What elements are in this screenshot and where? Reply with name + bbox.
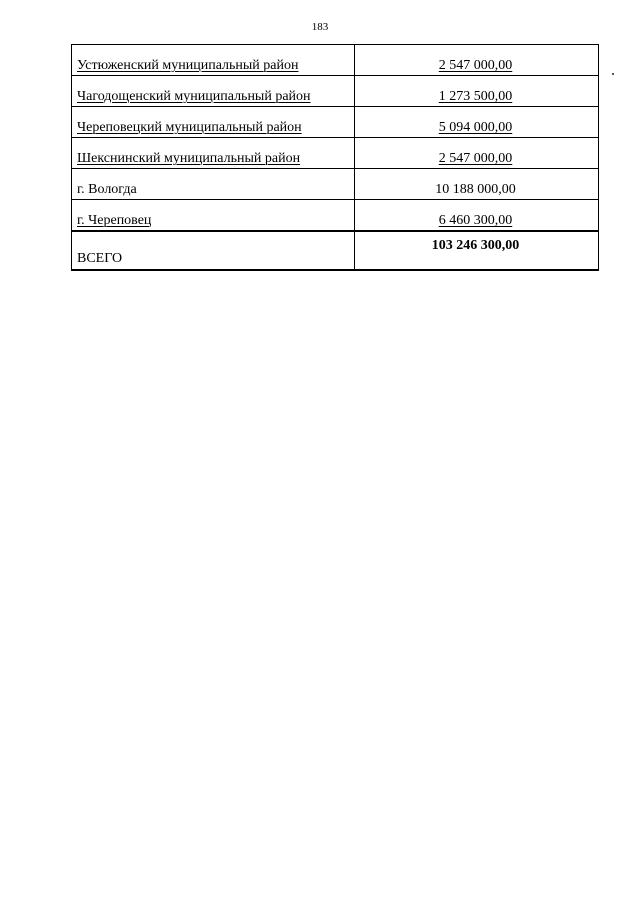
row-value-cell	[355, 76, 599, 107]
scan-mark	[612, 73, 614, 75]
row-value: 2 547 000,00	[438, 58, 513, 73]
row-name: г. Вологда	[77, 182, 137, 197]
row-name: Чагодощенский муниципальный район	[77, 89, 311, 104]
row-name: г. Череповец	[77, 213, 152, 228]
row-name-cell	[72, 138, 355, 169]
row-value-cell	[355, 138, 599, 169]
row-name-cell	[72, 200, 355, 232]
allocation-table	[71, 44, 599, 271]
total-name-cell	[72, 231, 355, 270]
row-value-cell	[355, 169, 599, 200]
page-number: 183	[311, 21, 329, 33]
row-value: 1 273 500,00	[438, 89, 513, 104]
row-value: 10 188 000,00	[435, 182, 516, 197]
total-value-cell	[355, 231, 599, 270]
table-row	[72, 138, 599, 169]
row-value-cell	[355, 107, 599, 138]
table-row	[72, 45, 599, 76]
table-row	[72, 107, 599, 138]
row-value-cell	[355, 45, 599, 76]
row-name: Устюженский муниципальный район	[77, 58, 299, 73]
row-name-cell	[72, 107, 355, 138]
total-row	[72, 231, 599, 270]
row-name: Череповецкий муниципальный район	[77, 120, 302, 135]
row-value-cell	[355, 200, 599, 232]
table-row	[72, 200, 599, 232]
row-name-cell	[72, 45, 355, 76]
row-name-cell	[72, 76, 355, 107]
row-name-cell	[72, 169, 355, 200]
total-value: 103 246 300,00	[431, 238, 520, 253]
row-value: 6 460 300,00	[438, 213, 513, 228]
table-row	[72, 169, 599, 200]
row-value: 5 094 000,00	[438, 120, 513, 135]
row-name: Шекснинский муниципальный район	[77, 151, 301, 166]
table-row	[72, 76, 599, 107]
row-value: 2 547 000,00	[438, 151, 513, 166]
total-label: ВСЕГО	[77, 251, 123, 266]
